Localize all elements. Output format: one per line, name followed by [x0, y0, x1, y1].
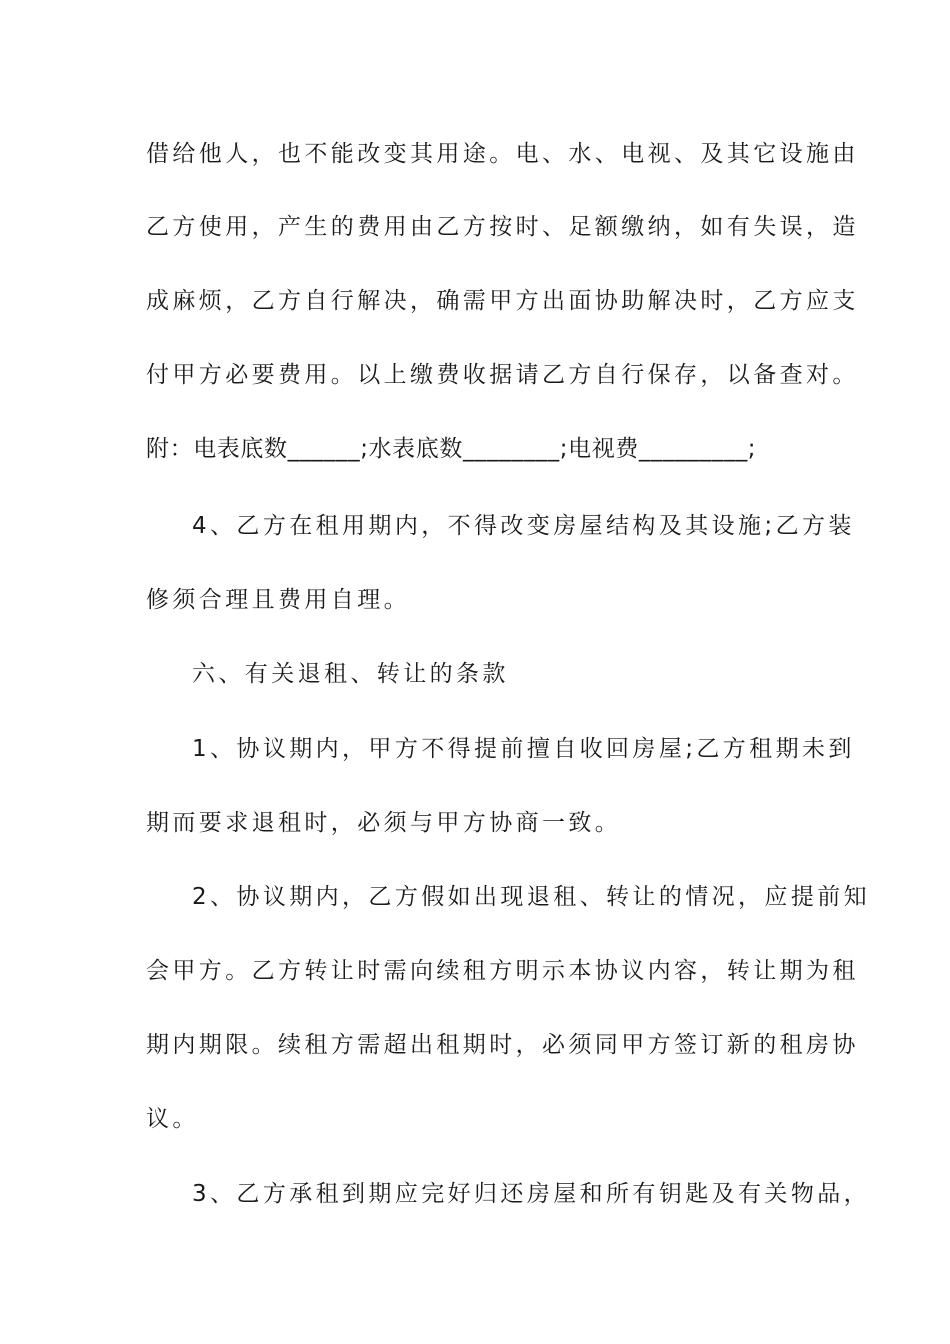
paragraph-line: 借给他人，也不能改变其用途。电、水、电视、及其它设施由 — [146, 141, 859, 167]
paragraph-line: 成麻烦，乙方自行解决，确需甲方出面协助解决时，乙方应支 — [146, 288, 859, 314]
clause-3-line: 3、乙方承租到期应完好归还房屋和所有钥匙及有关物品， — [192, 1181, 871, 1207]
paragraph-line: 议。 — [146, 1106, 199, 1132]
paragraph-line: 期内期限。续租方需超出租期时，必须同甲方签订新的租房协 — [146, 1032, 859, 1058]
clause-2-line: 2、协议期内，乙方假如出现退租、转让的情况，应提前知 — [192, 884, 871, 910]
paragraph-line: 付甲方必要费用。以上缴费收据请乙方自行保存，以备查对。 — [146, 362, 859, 388]
clause-4-line: 4、乙方在租用期内，不得改变房屋结构及其设施;乙方装 — [192, 513, 855, 539]
section-heading-6: 六、有关退租、转让的条款 — [192, 661, 509, 687]
paragraph-line: 修须合理且费用自理。 — [146, 587, 410, 613]
meter-readings-line: 附：电表底数______;水表底数________;电视费_________; — [146, 436, 757, 462]
paragraph-line: 期而要求退租时，必须与甲方协商一致。 — [146, 810, 622, 836]
clause-1-line: 1、协议期内，甲方不得提前擅自收回房屋;乙方租期未到 — [192, 736, 855, 762]
paragraph-line: 乙方使用，产生的费用由乙方按时、足额缴纳，如有失误，造 — [146, 214, 859, 240]
paragraph-line: 会甲方。乙方转让时需向续租方明示本协议内容，转让期为租 — [146, 958, 859, 984]
